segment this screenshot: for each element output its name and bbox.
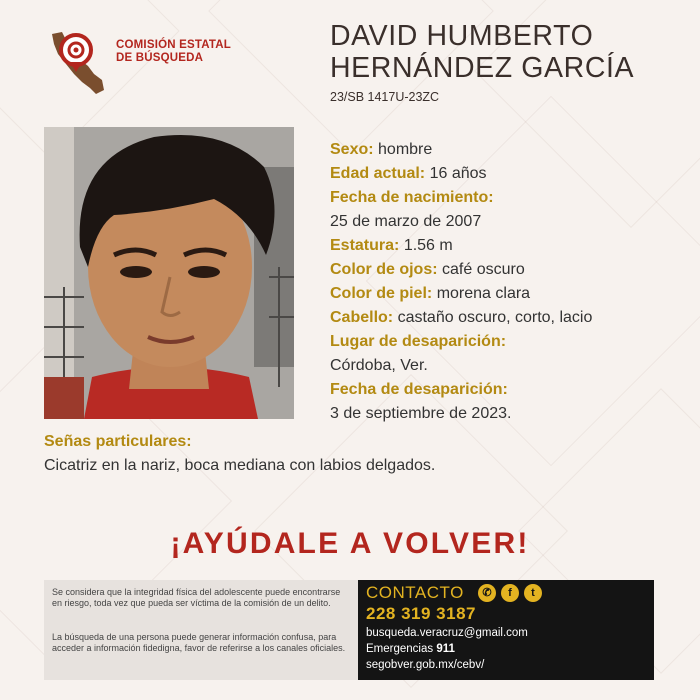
contact-phone[interactable]: 228 319 3187 — [366, 604, 476, 623]
distinguishing-marks-text: Cicatriz en la nariz, boca mediana con labios delgados. — [44, 457, 436, 474]
contact-box — [358, 580, 654, 680]
disclaimer-box — [44, 580, 358, 680]
facebook-icon[interactable]: f — [501, 584, 519, 602]
person-name-line1: DAVID HUMBERTO — [330, 20, 594, 52]
detail-nacimiento-label: Fecha de nacimiento: — [330, 189, 494, 206]
twitter-icon[interactable]: t — [524, 584, 542, 602]
call-to-action-heading: ¡AYÚDALE A VOLVER! — [170, 527, 530, 560]
contact-website[interactable]: segobver.gob.mx/cebv/ — [366, 659, 485, 671]
detail-lugar-value: Córdoba, Ver. — [330, 357, 428, 374]
disclaimer-paragraph-2: La búsqueda de una persona puede generar información confusa, para acceder a información fidedigna, favor de referirse a los canales oficiales. — [52, 632, 346, 653]
org-logo — [44, 28, 264, 98]
person-name — [330, 20, 634, 84]
detail-lugar-label: Lugar de desaparición: — [330, 333, 507, 350]
person-photo — [44, 127, 294, 419]
detail-piel: Color de piel: morena clara — [330, 285, 531, 302]
detail-estatura: Estatura: 1.56 m — [330, 237, 453, 254]
distinguishing-marks — [44, 430, 664, 478]
contact-email[interactable]: busqueda.veracruz@gmail.com — [366, 627, 528, 639]
emergencias-number[interactable]: 911 — [436, 643, 455, 655]
detail-cabello: Cabello: castaño oscuro, corto, lacio — [330, 309, 593, 326]
phone-icon[interactable]: ✆ — [478, 584, 496, 602]
detail-ojos: Color de ojos: café oscuro — [330, 261, 525, 278]
disclaimer-paragraph-1: Se considera que la integridad física del adolescente puede encontrarse en riesgo, toda vez que pueda ser víctima de la comisión de un delito. — [52, 587, 341, 608]
person-name-line2: HERNÁNDEZ GARCÍA — [330, 52, 635, 84]
detail-fecha-desaparicion-value: 3 de septiembre de 2023. — [330, 405, 512, 422]
person-details — [330, 138, 690, 426]
detail-nacimiento-value: 25 de marzo de 2007 — [330, 213, 482, 230]
case-folio: 23/SB 1417U-23ZC — [330, 90, 440, 104]
veracruz-map-icon — [44, 28, 108, 98]
org-name-line1: COMISIÓN ESTATAL — [116, 39, 231, 51]
contact-emergencias: Emergencias 911 — [366, 643, 455, 655]
contact-title: CONTACTO — [366, 583, 464, 602]
detail-edad: Edad actual: 16 años — [330, 165, 487, 182]
org-name-line2: DE BÚSQUEDA — [116, 51, 204, 64]
detail-sexo: Sexo: hombre — [330, 141, 433, 158]
org-name — [116, 39, 231, 64]
detail-fecha-desaparicion-label: Fecha de desaparición: — [330, 381, 508, 398]
distinguishing-marks-label: Señas particulares: — [44, 433, 192, 450]
